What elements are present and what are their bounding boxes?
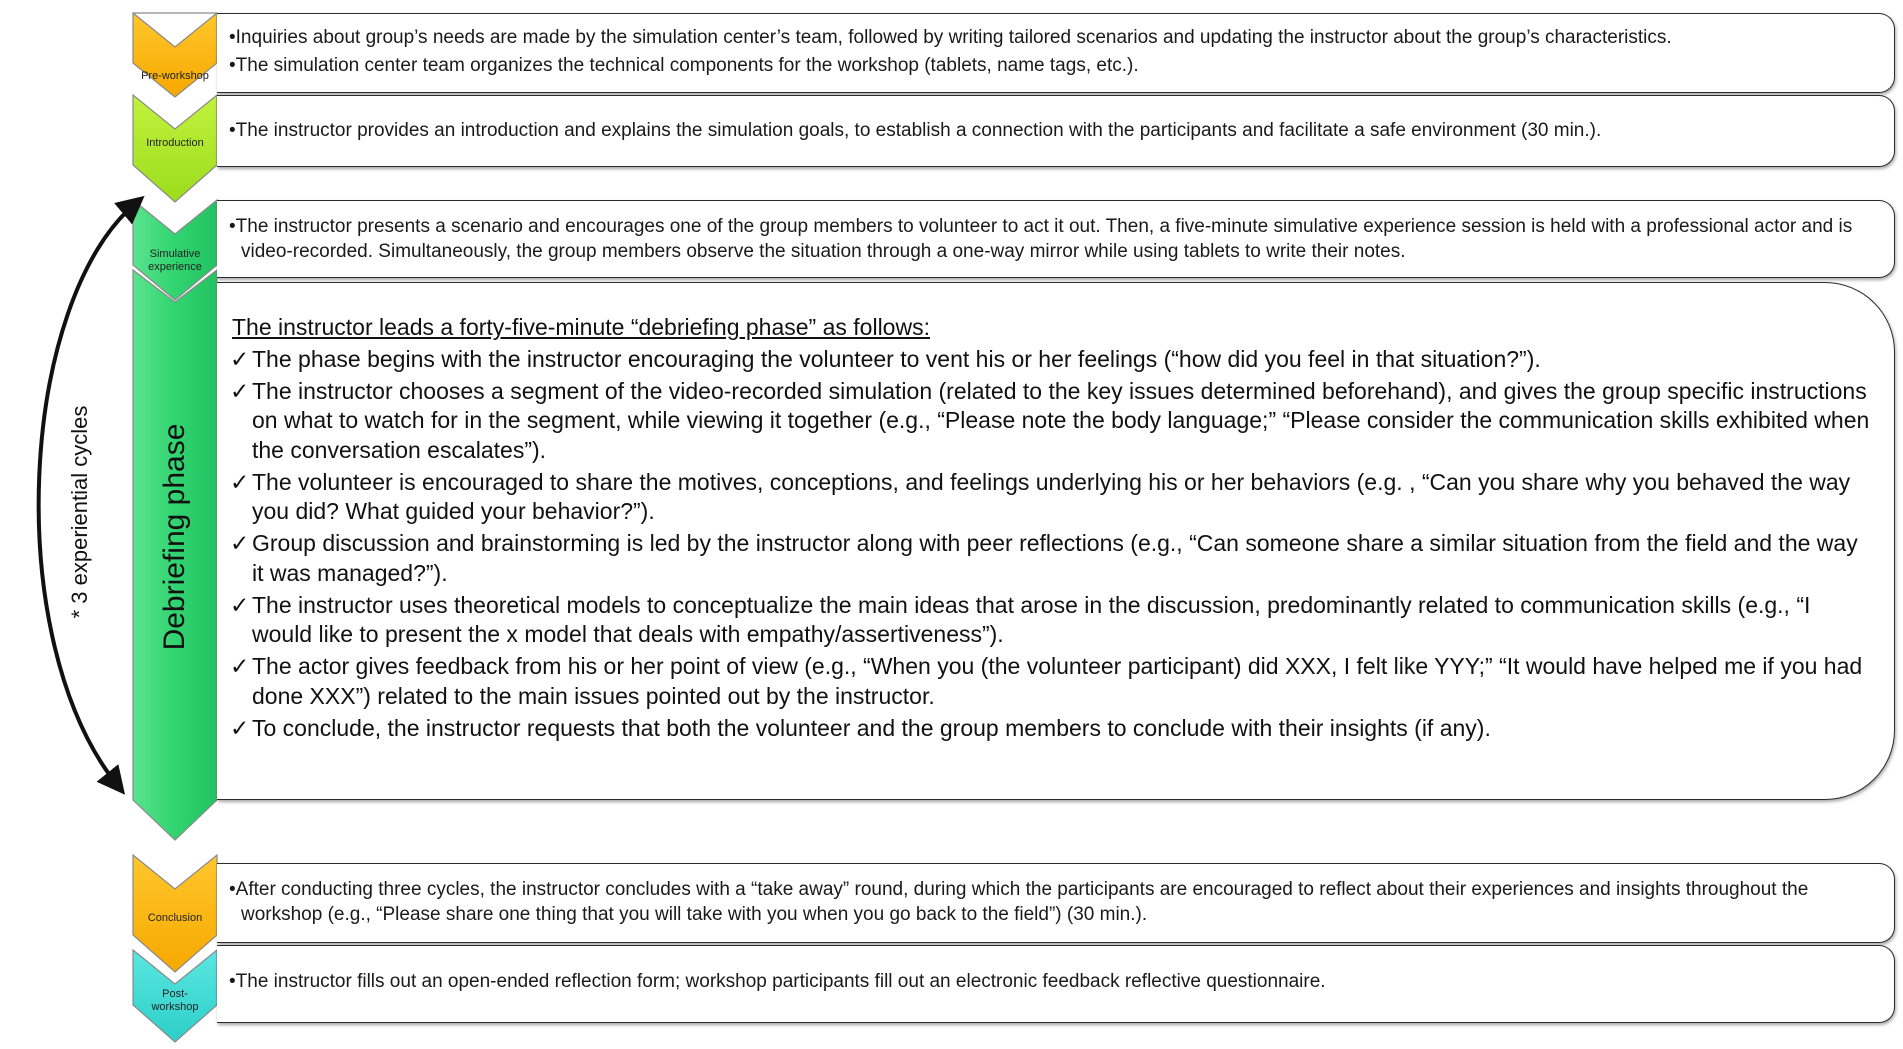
postworkshop-box bbox=[217, 945, 1895, 1023]
debriefing-item: ✓ To conclude, the instructor requests that both the volunteer and the group members to conclude with their insights (if any). bbox=[230, 714, 1870, 744]
debriefing-item: ✓ The volunteer is encouraged to share the motives, conceptions, and feelings underlying his or her behaviors (e.g. , “Can you share why you behaved the way you did? What guided your behavior?”). bbox=[230, 468, 1851, 524]
debriefing-item: ✓ The actor gives feedback from his or her point of view (e.g., “When you (the volunteer participant) did XXX, I felt like YYY;” “It would have helped me if you had done XXX”) related to the main issues pointed out by the instructor. bbox=[230, 653, 1863, 709]
debriefing-item: ✓ The phase begins with the instructor encouraging the volunteer to vent his or her feelings (“how did you feel in that situation?”). bbox=[230, 345, 1870, 375]
debriefing-label: Debriefing phase bbox=[158, 423, 191, 651]
conclusion-box bbox=[217, 863, 1895, 943]
debriefing-item: ✓ Group discussion and brainstorming is led by the instructor along with peer reflections (e.g., “Can someone share a similar situation from the field and the way it was managed?”). bbox=[230, 530, 1858, 586]
check-icon: ✓ bbox=[230, 591, 250, 618]
check-icon: ✓ bbox=[230, 530, 250, 556]
debriefing-item: ✓ The instructor chooses a segment of the video-recorded simulation (related to the key issues determined beforehand), and gives the group specific instructions on what to watch for in the segment, while viewing it together (e.g., “Please note the body language;” “Please consider the communication skills exhibited when the conversation escalates”). bbox=[230, 377, 1870, 463]
preworkshop-bullet: •Inquiries about group’s needs are made by the simulation center’s team, followed by writing tailored scenarios and updating the instructor about the group’s characteristics. bbox=[229, 27, 1672, 48]
introduction-box bbox=[217, 95, 1895, 167]
debriefing-content bbox=[230, 313, 1870, 746]
check-icon: ✓ bbox=[230, 714, 250, 741]
simulative-box bbox=[217, 200, 1895, 278]
preworkshop-bullet: •The simulation center team organizes the technical components for the workshop (tablets, name tags, etc.). bbox=[229, 55, 1139, 76]
conclusion-label: Conclusion bbox=[147, 912, 203, 924]
debriefing-heading: The instructor leads a forty-five-minute “debriefing phase” as follows: bbox=[232, 314, 930, 340]
introduction-label: Introduction bbox=[146, 137, 204, 149]
simulative-bullet: •The instructor presents a scenario and encourages one of the group members to volunteer to act it out. Then, a five-minute simulative experience session is held with a professional actor and is video-recorded. Simultaneously, the group members observe the situation through a one-way mirror while using tablets to write their notes. bbox=[229, 216, 1853, 262]
cycle-label: * 3 experiential cycles bbox=[67, 405, 92, 619]
simulative-label: Simulative experience bbox=[148, 248, 202, 273]
check-icon: ✓ bbox=[230, 653, 250, 679]
preworkshop-box bbox=[217, 13, 1895, 93]
preworkshop-chevron bbox=[133, 13, 217, 97]
check-icon: ✓ bbox=[230, 468, 250, 495]
conclusion-bullet: •After conducting three cycles, the instructor concludes with a “take away” round, during which the participants are encouraged to reflect about their experiences and insights throughout the workshop (e.g., “Please share one thing that you will take with you when you go back to the field”) (30 min.). bbox=[229, 879, 1809, 925]
check-icon: ✓ bbox=[230, 377, 250, 404]
preworkshop-label: Pre-workshop bbox=[141, 70, 209, 82]
introduction-bullet: •The instructor provides an introduction and explains the simulation goals, to establish a connection with the participants and facilitate a safe environment (30 min.). bbox=[229, 120, 1602, 141]
debriefing-item: ✓ The instructor uses theoretical models to conceptualize the main ideas that arose in the discussion, predominantly related to communication skills (e.g., “I would like to present the x model that deals with empathy/assertiveness”). bbox=[230, 591, 1811, 647]
check-icon: ✓ bbox=[230, 345, 250, 372]
postworkshop-label: Post- workshop bbox=[151, 988, 199, 1013]
postworkshop-bullet: •The instructor fills out an open-ended reflection form; workshop participants fill out an electronic feedback reflective questionnaire. bbox=[229, 971, 1326, 992]
